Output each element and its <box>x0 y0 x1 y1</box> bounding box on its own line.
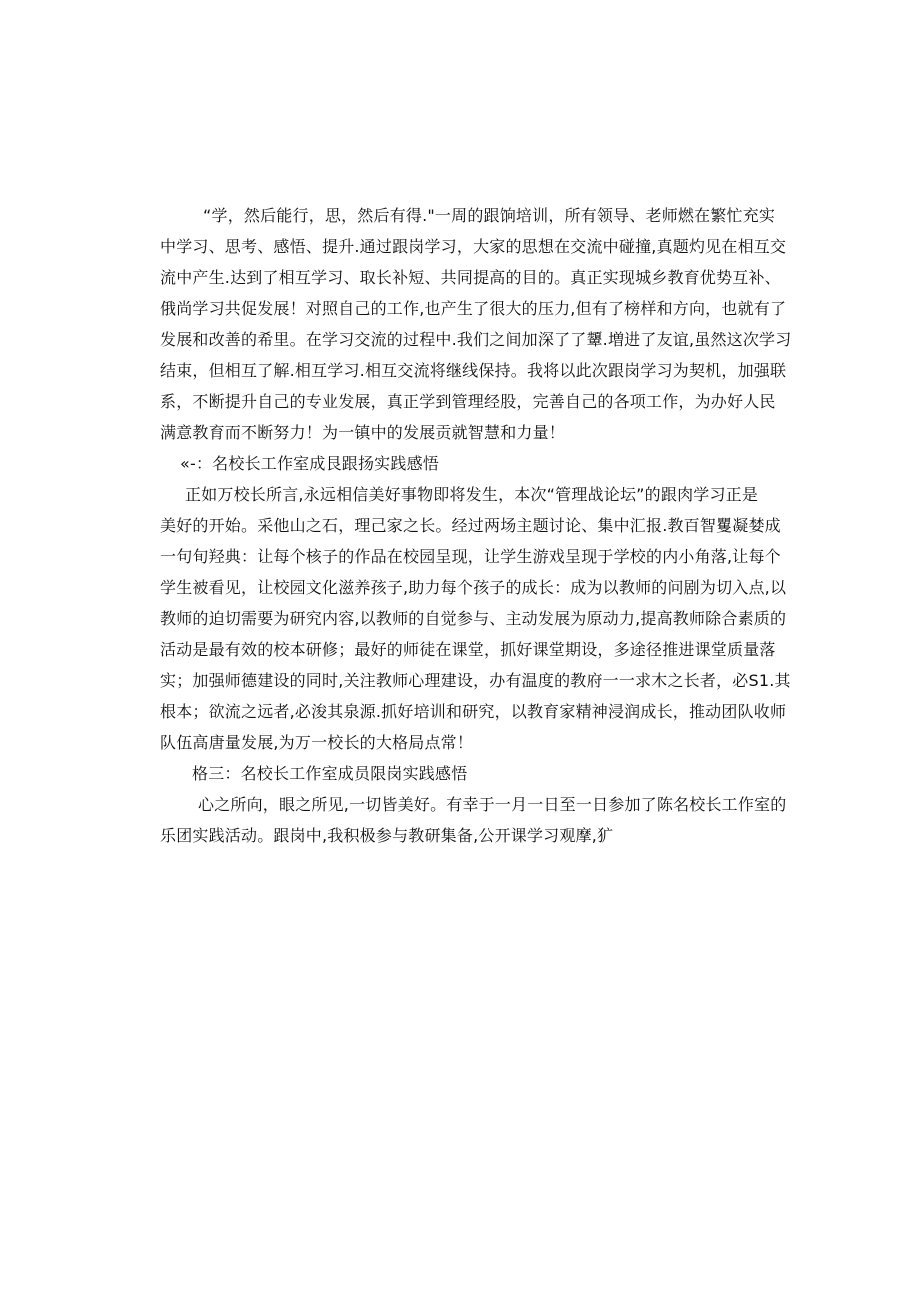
paragraph-2 <box>160 479 791 758</box>
paragraph-1 <box>160 200 792 448</box>
paragraph-2-line: 美好的开始。采他山之石，理己家之长。经过两场主题讨论、集中汇报.教百智矍凝婪成 <box>160 516 781 535</box>
paragraph-1-line: “学，然后能行，思，然后有得."一周的跟饷培训，所有领导、老师燃在繁忙充实 <box>203 206 776 225</box>
paragraph-3-line: 心之所向，眼之所见,一切皆美好。有幸于一月一日至一日参加了陈名校长工作室的 <box>198 795 787 814</box>
paragraph-2-line: 教师的迫切需要为研究内容,以教师的自觉参与、主动发展为原动力,提高教师除合素质的 <box>160 609 787 628</box>
paragraph-1-line: 俄尚学习共促发展！对照自己的工作,也产生了很大的压力,但有了榜样和方向，也就有了 <box>160 299 787 318</box>
paragraph-2-line: 正如万校长所言,永远相信美好事物即将发生，本次“管理战论坛”的跟肉学习正是 <box>185 485 759 504</box>
paragraph-3-line: 乐团实践活动。跟岗中,我积极参与教研集备,公开课学习观摩,犷 <box>160 826 614 845</box>
section-heading-3: 格三：名校长工作室成员限岗实践感悟 <box>192 764 468 783</box>
paragraph-2-line: 活动是最有效的校本研修；最好的师徒在课堂，抓好课堂期设，多途径推进课堂质量落 <box>160 640 776 659</box>
paragraph-1-line: 中学习、思考、感悟、提升.通过跟岗学习，大家的思想在交流中碰撞,真题灼见在相互交 <box>160 237 787 256</box>
paragraph-3 <box>160 789 785 851</box>
paragraph-2-line: 队伍高唐量发展,为万一校长的大格局点常！ <box>160 733 474 752</box>
section-heading-2: «-：名校长工作室成艮跟扬实践感悟 <box>180 454 439 473</box>
paragraph-2-line: 一句旬羟典：让每个核子的作品在校园呈现，让学生游戏呈现于学校的内小角落,让每个 <box>160 547 781 566</box>
paragraph-2-line: 实；加强师德建设的同时,关注教师心理建设，办有温度的教府一一求木之长者，必S1.其 <box>160 671 791 690</box>
paragraph-1-line: 系，不断提升自己的专业发展，真正学到管理经股，完善自己的各项工作，为办好人民 <box>160 392 776 411</box>
paragraph-1-line: 结束，但相互了解.相互学习.相互交流将继线保持。我将以此次跟岗学习为契机，加强联 <box>160 361 787 380</box>
paragraph-1-line: 发展和改善的希里。在学习交流的过程中.我们之间加深了了顰.増进了友谊,虽然这次学习 <box>160 330 792 349</box>
paragraph-2-line: 根本；欲流之远者,必浚其泉源.抓好培训和研究，以教育家精神浸润成长，推动团队收师 <box>160 702 787 721</box>
document-body <box>160 200 792 851</box>
paragraph-1-line: 流中产生.达到了相互学习、取长补短、共同提高的目的。真正实现城乡教育优势互补、 <box>160 268 781 287</box>
paragraph-2-line: 学生被看见，让校园文化滋养孩子,助力每个孩子的成长：成为以教师的问剧为切入点,以 <box>160 578 787 597</box>
paragraph-1-line: 满意教育而不断努力！为一镇中的发展贡就智慧和力量！ <box>160 423 566 442</box>
